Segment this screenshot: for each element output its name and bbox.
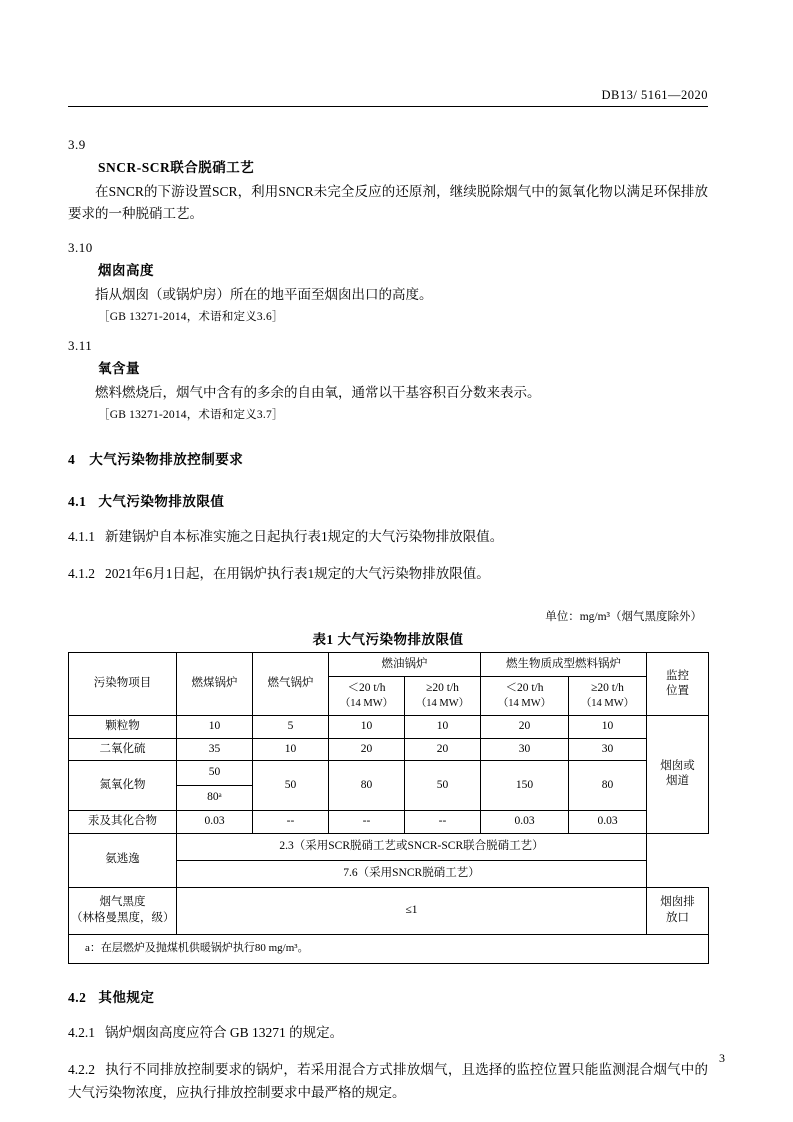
th-bio-ge20 — [569, 677, 647, 716]
table-footnote: a：在层燃炉及抛煤机供暖锅炉执行80 mg/m³。 — [69, 934, 709, 963]
table-row-mercury — [69, 811, 709, 834]
th-monitor-position — [647, 652, 709, 715]
cell-mercury-bio-lt: 0.03 — [481, 811, 569, 834]
emission-limits-table — [68, 652, 709, 964]
item-text-4-1-1: 新建锅炉自本标准实施之日起执行表1规定的大气污染物排放限值。 — [105, 529, 504, 545]
clause-number-3-9: 3.9 — [68, 137, 86, 152]
th-pollutant: 污染物项目 — [69, 652, 177, 715]
cell-particulate-oil-lt: 10 — [329, 716, 405, 739]
table-row-particulate — [69, 716, 709, 739]
cell-so2-bio-ge: 30 — [569, 738, 647, 761]
table-row-so2 — [69, 738, 709, 761]
cell-mercury-oil-ge: -- — [405, 811, 481, 834]
table-title: 表1 大气污染物排放限值 — [312, 631, 464, 647]
table-unit-note: 单位：mg/m³（烟气黑度除外） — [545, 610, 702, 623]
cell-particulate-gas: 5 — [253, 716, 329, 739]
item-number-4-1-2: 4.1.2 — [68, 566, 95, 581]
cell-so2-oil-ge: 20 — [405, 738, 481, 761]
cell-ammonia-line2: 7.6（采用SNCR脱硝工艺） — [177, 860, 647, 887]
cell-mercury-coal: 0.03 — [177, 811, 253, 834]
th-monitor-position-line1: 监控 — [666, 669, 689, 682]
row-name-mercury: 汞及其化合物 — [69, 811, 177, 834]
th-coal-boiler: 燃煤锅炉 — [177, 652, 253, 715]
row-name-smoke-line2: （林格曼黑度，级） — [71, 911, 175, 924]
cell-nox-bio-lt: 150 — [481, 761, 569, 811]
section-heading-4-2 — [68, 986, 708, 1006]
cell-particulate-oil-ge: 10 — [405, 716, 481, 739]
item-number-4-2-1: 4.2.1 — [68, 1024, 95, 1040]
monitor-outlet-line2: 放口 — [666, 911, 689, 924]
cell-monitor-outlet — [647, 887, 709, 934]
row-name-smoke-line1: 烟气黑度 — [99, 896, 146, 909]
section-title-4-1: 大气污染物排放限值 — [98, 494, 225, 510]
cell-mercury-oil-lt: -- — [329, 811, 405, 834]
row-name-smoke — [69, 887, 177, 934]
th-biomass-boiler: 燃生物质成型燃料锅炉 — [481, 652, 647, 677]
cell-nox-bio-ge: 80 — [569, 761, 647, 811]
clause-number-3-10: 3.10 — [68, 239, 93, 255]
section-number-4-2: 4.2 — [68, 989, 87, 1005]
page-content — [68, 88, 708, 1105]
th-bio-lt20-mw: （14 MW） — [497, 697, 552, 709]
cell-smoke-value: ≤1 — [177, 887, 647, 934]
item-number-4-2-2: 4.2.2 — [68, 1061, 95, 1077]
th-bio-ge20-mw: （14 MW） — [580, 697, 635, 709]
section-title-4: 大气污染物排放控制要求 — [89, 452, 244, 468]
th-bio-lt20 — [481, 677, 569, 716]
row-name-nox: 氮氧化物 — [69, 761, 177, 811]
item-4-2-2 — [68, 1059, 708, 1105]
th-oil-ge20-cap: ≥20 t/h — [426, 682, 459, 695]
cell-nox-coal-top: 50 — [177, 761, 253, 786]
monitor-stack-line2: 烟道 — [666, 775, 689, 788]
item-text-4-2-1: 锅炉烟囱高度应符合 GB 13271 的规定。 — [105, 1024, 344, 1040]
item-4-1-1 — [68, 526, 708, 549]
cell-particulate-coal: 10 — [177, 716, 253, 739]
item-4-1-2 — [68, 563, 708, 586]
cell-nox-coal-bottom: 80ᵃ — [177, 786, 253, 811]
th-bio-ge20-cap: ≥20 t/h — [591, 682, 624, 695]
th-oil-lt20-mw: （14 MW） — [339, 697, 394, 709]
item-text-4-2-2: 执行不同排放控制要求的锅炉，若采用混合方式排放烟气，且选择的监控位置只能监测混合烟气中的大气污染物浓度，应执行排放控制要求中最严格的规定。 — [68, 1061, 708, 1100]
monitor-stack-line1: 烟囱或 — [660, 759, 695, 772]
item-4-2-1 — [68, 1022, 708, 1045]
cell-mercury-bio-ge: 0.03 — [569, 811, 647, 834]
clause-term-3-11: 氧含量 — [98, 360, 140, 376]
section-title-4-2: 其他规定 — [98, 989, 155, 1005]
item-number-4-1-1: 4.1.1 — [68, 529, 95, 545]
clause-term-3-10: 烟囱高度 — [98, 262, 154, 278]
th-oil-lt20-cap: ＜20 t/h — [347, 682, 386, 695]
cell-mercury-gas: -- — [253, 811, 329, 834]
th-oil-ge20 — [405, 677, 481, 716]
clause-term-3-9: SNCR-SCR联合脱硝工艺 — [98, 160, 255, 175]
cell-nox-oil-lt: 80 — [329, 761, 405, 811]
th-gas-boiler: 燃气锅炉 — [253, 652, 329, 715]
th-oil-ge20-mw: （14 MW） — [415, 697, 470, 709]
cell-so2-bio-lt: 30 — [481, 738, 569, 761]
clause-number-3-11: 3.11 — [68, 337, 93, 353]
table-row-smoke — [69, 887, 709, 934]
cell-nox-oil-ge: 50 — [405, 761, 481, 811]
section-heading-4-1 — [68, 490, 708, 510]
cell-particulate-bio-ge: 10 — [569, 716, 647, 739]
th-bio-lt20-cap: ＜20 t/h — [505, 682, 544, 695]
cell-monitor-stack-or-flue — [647, 716, 709, 834]
cell-so2-coal: 35 — [177, 738, 253, 761]
cell-ammonia-line1: 2.3（采用SCR脱硝工艺或SNCR-SCR联合脱硝工艺） — [177, 833, 647, 860]
table-row-footnote — [69, 934, 709, 963]
cell-nox-gas: 50 — [253, 761, 329, 811]
cell-particulate-bio-lt: 20 — [481, 716, 569, 739]
row-name-ammonia: 氨逃逸 — [69, 833, 177, 887]
page-header: DB13/ 5161—2020 — [68, 88, 708, 107]
clause-definition-3-10: 指从烟囱（或锅炉房）所在的地平面至烟囱出口的高度。 — [95, 286, 433, 302]
clause-source-3-10: ［GB 13271-2014，术语和定义3.6］ — [98, 310, 284, 323]
monitor-outlet-line1: 烟囱排 — [660, 896, 695, 909]
row-name-so2: 二氧化硫 — [69, 738, 177, 761]
th-oil-boiler: 燃油锅炉 — [329, 652, 481, 677]
table-row-ammonia-1 — [69, 833, 709, 860]
section-number-4: 4 — [68, 452, 76, 468]
clause-definition-3-11: 燃料燃烧后，烟气中含有的多余的自由氧，通常以干基容积百分数来表示。 — [95, 384, 541, 400]
th-monitor-position-line2: 位置 — [666, 685, 689, 698]
th-oil-lt20 — [329, 677, 405, 716]
cell-so2-gas: 10 — [253, 738, 329, 761]
cell-so2-oil-lt: 20 — [329, 738, 405, 761]
page-number: 3 — [719, 1051, 725, 1065]
item-text-4-1-2: 2021年6月1日起，在用锅炉执行表1规定的大气污染物排放限值。 — [105, 566, 490, 581]
clause-source-3-11: ［GB 13271-2014，术语和定义3.7］ — [98, 409, 284, 422]
section-number-4-1: 4.1 — [68, 494, 87, 510]
clause-definition-3-9: 在SNCR的下游设置SCR，利用SNCR未完全反应的还原剂，继续脱除烟气中的氮氧化物以满足环保排放要求的一种脱硝工艺。 — [68, 184, 708, 222]
row-name-particulate: 颗粒物 — [69, 716, 177, 739]
table-row-nox-top — [69, 761, 709, 786]
section-heading-4 — [68, 448, 708, 468]
